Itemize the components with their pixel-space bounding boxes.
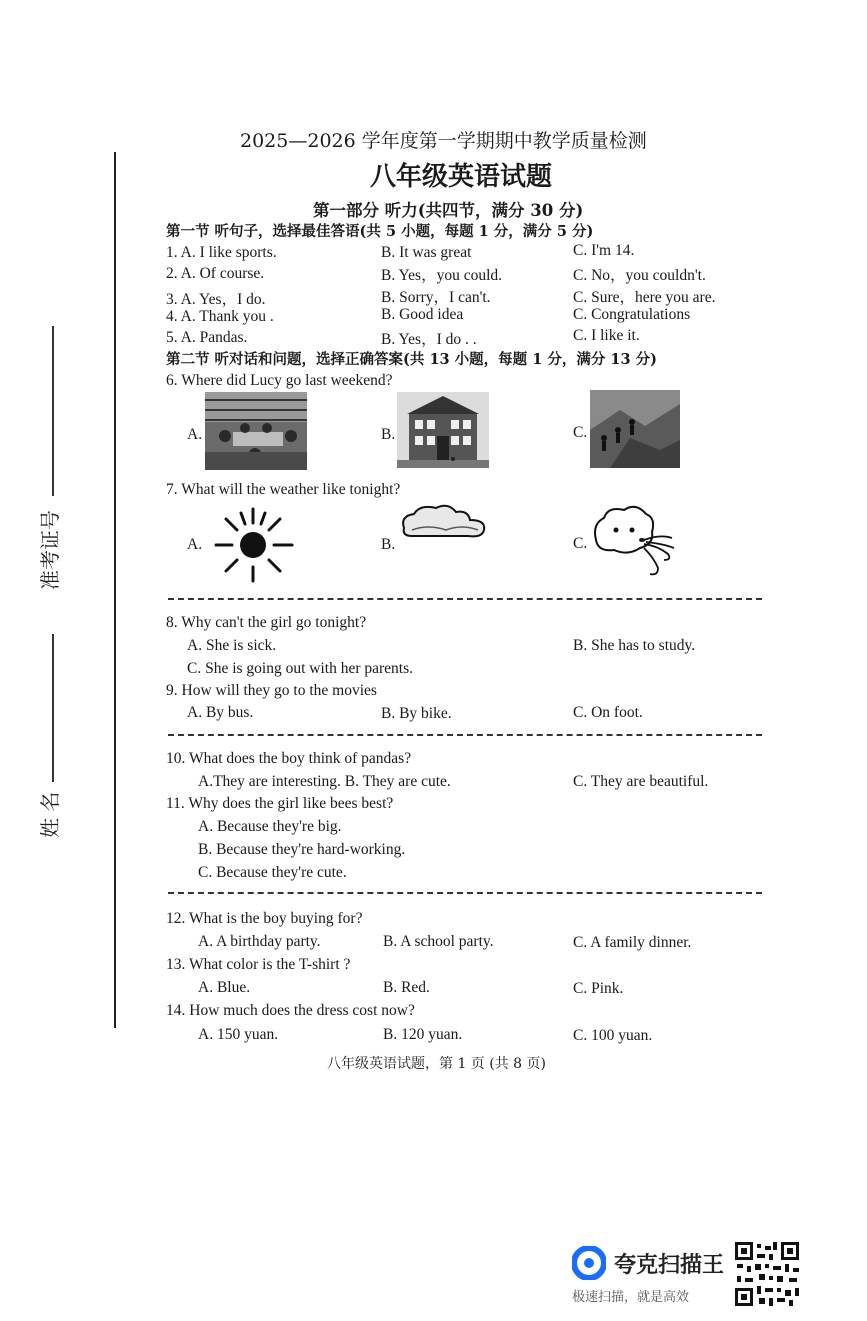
q6-label-b: B. — [381, 426, 396, 443]
divider-3 — [168, 892, 762, 894]
binding-line — [114, 152, 116, 1028]
q2-option-c[interactable]: C. No，you couldn't. — [573, 267, 706, 284]
q14-option-a[interactable]: A. 150 yuan. — [198, 1026, 279, 1043]
divider-1 — [168, 598, 762, 600]
q7-label-b: B. — [381, 536, 396, 553]
q9-question: 9. How will they go to the movies — [166, 682, 377, 699]
q10-option-c[interactable]: C. They are beautiful. — [573, 773, 709, 790]
q11-option-b[interactable]: B. Because they're hard-working. — [198, 841, 406, 858]
q8-option-c[interactable]: C. She is going out with her parents. — [187, 660, 414, 677]
q12-question: 12. What is the boy buying for? — [166, 910, 363, 927]
cloud-icon[interactable] — [398, 502, 490, 542]
exam-main-title: 八年级英语试题 — [370, 162, 553, 192]
q3-option-c[interactable]: C. Sure，here you are. — [573, 289, 716, 306]
q4-option-b[interactable]: B. Good idea — [381, 306, 464, 323]
q1-option-c[interactable]: C. I'm 14. — [573, 242, 635, 259]
q3-option-b[interactable]: B. Sorry，I can't. — [381, 289, 491, 306]
wind-icon[interactable] — [588, 500, 676, 582]
q10-option-ab[interactable]: A.They are interesting. B. They are cute. — [198, 773, 451, 790]
q12-option-b[interactable]: B. A school party. — [383, 933, 494, 950]
q1-option-b[interactable]: B. It was great — [381, 244, 472, 261]
q2-option-a[interactable]: 2. A. Of course. — [166, 265, 265, 282]
q11-option-c[interactable]: C. Because they're cute. — [198, 864, 347, 881]
q7-label-a: A. — [187, 536, 203, 553]
name-label: 姓 名 — [38, 791, 62, 838]
exam-number-label: 准考证号 — [38, 510, 62, 590]
quark-logo-icon — [572, 1246, 606, 1280]
q1-option-a[interactable]: 1. A. I like sports. — [166, 244, 277, 261]
q11-question: 11. Why does the girl like bees best? — [166, 795, 394, 812]
q5-option-a[interactable]: 5. A. Pandas. — [166, 329, 248, 346]
sun-icon[interactable] — [208, 505, 298, 585]
q12-option-c[interactable]: C. A family dinner. — [573, 934, 692, 951]
scanner-slogan: 极速扫描，就是高效 — [572, 1290, 690, 1305]
section2-heading: 第二节 听对话和问题，选择正确答案(共 13 小题，每题 1 分，满分 13 分) — [166, 351, 658, 368]
q8-option-a[interactable]: A. She is sick. — [187, 637, 277, 654]
q3-option-a[interactable]: 3. A. Yes，I do. — [166, 291, 266, 308]
q5-option-b[interactable]: B. Yes，I do . . — [381, 331, 477, 348]
part-title: 第一部分 听力(共四节，满分 30 分) — [313, 201, 584, 220]
q13-option-b[interactable]: B. Red. — [383, 979, 430, 996]
q13-option-c[interactable]: C. Pink. — [573, 980, 624, 997]
q14-option-b[interactable]: B. 120 yuan. — [383, 1026, 463, 1043]
q14-option-c[interactable]: C. 100 yuan. — [573, 1027, 653, 1044]
q14-question: 14. How much does the dress cost now? — [166, 1002, 415, 1019]
q7-question: 7. What will the weather like tonight? — [166, 481, 401, 498]
name-field[interactable] — [52, 634, 54, 782]
library-reading-image[interactable] — [205, 392, 307, 470]
section1-heading: 第一节 听句子，选择最佳答语(共 5 小题，每题 1 分，满分 5 分) — [166, 223, 594, 240]
q6-question: 6. Where did Lucy go last weekend? — [166, 372, 393, 389]
q4-option-c[interactable]: C. Congratulations — [573, 306, 691, 323]
q9-option-b[interactable]: B. By bike. — [381, 705, 452, 722]
qr-code-icon[interactable] — [733, 1240, 801, 1308]
q9-option-a[interactable]: A. By bus. — [187, 704, 254, 721]
mountain-climbing-image[interactable] — [590, 390, 680, 468]
page-footer: 八年级英语试题，第 1 页 (共 8 页) — [327, 1056, 546, 1072]
q8-question: 8. Why can't the girl go tonight? — [166, 614, 367, 631]
q12-option-a[interactable]: A. A birthday party. — [198, 933, 321, 950]
q10-question: 10. What does the boy think of pandas? — [166, 750, 412, 767]
exam-year-title: 2025—2026 学年度第一学期期中教学质量检测 — [240, 130, 647, 152]
q9-option-c[interactable]: C. On foot. — [573, 704, 643, 721]
exam-number-field[interactable] — [52, 326, 54, 496]
q6-label-a: A. — [187, 426, 203, 443]
scanner-brand: 夸克扫描王 — [614, 1253, 725, 1278]
q8-option-b[interactable]: B. She has to study. — [573, 637, 696, 654]
q7-label-c: C. — [573, 535, 588, 552]
divider-2 — [168, 734, 762, 736]
q4-option-a[interactable]: 4. A. Thank you . — [166, 308, 274, 325]
q5-option-c[interactable]: C. I like it. — [573, 327, 640, 344]
q6-label-c: C. — [573, 424, 588, 441]
q11-option-a[interactable]: A. Because they're big. — [198, 818, 342, 835]
q13-question: 13. What color is the T-shirt ? — [166, 956, 351, 973]
q13-option-a[interactable]: A. Blue. — [198, 979, 251, 996]
q2-option-b[interactable]: B. Yes，you could. — [381, 267, 503, 284]
school-building-image[interactable] — [397, 392, 489, 468]
